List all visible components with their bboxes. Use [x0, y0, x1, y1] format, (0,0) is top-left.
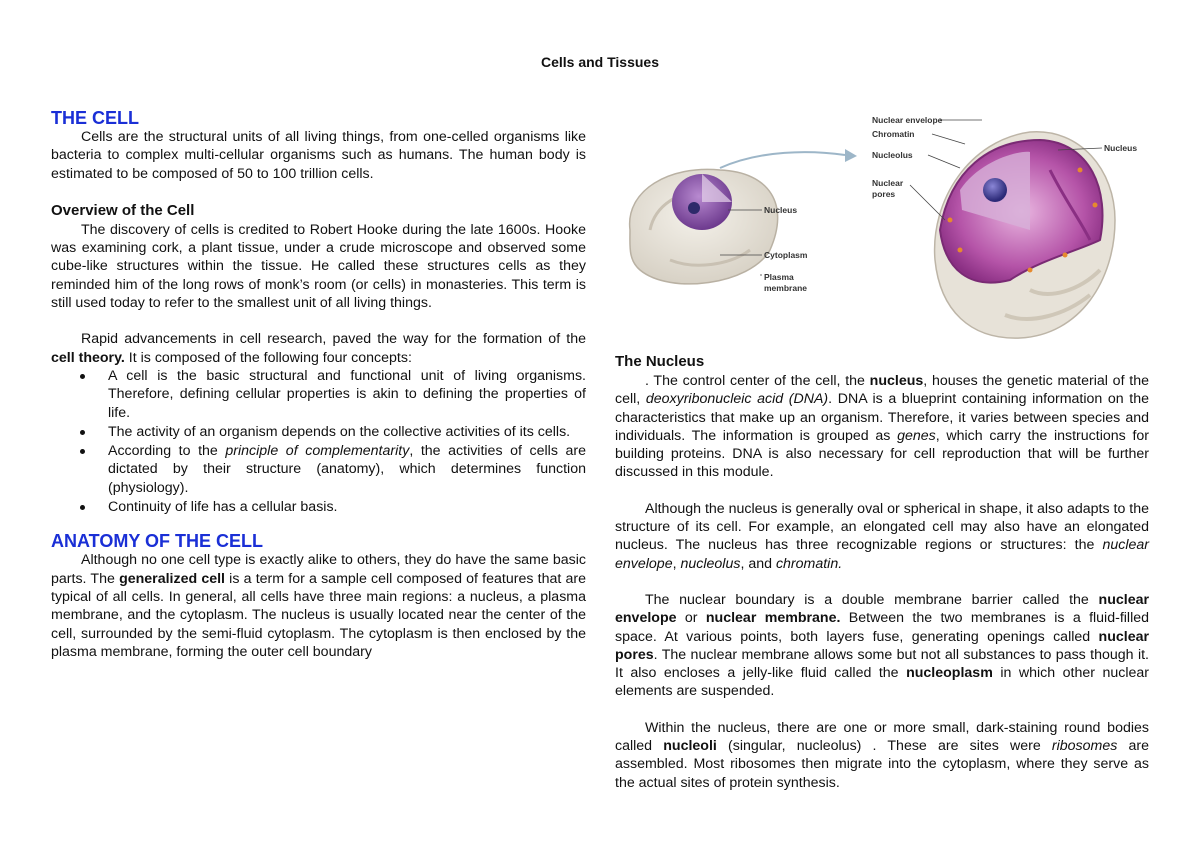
list-item: The activity of an organism depends on the collective activities of its cells. — [108, 423, 586, 441]
label-nucleus: Nucleus — [764, 205, 798, 215]
overview-heading: Overview of the Cell — [51, 201, 195, 219]
label-nuclear-pores-line2: pores — [872, 189, 896, 199]
cell-theory-list — [51, 367, 586, 516]
label-chromatin: Chromatin — [872, 129, 915, 139]
label-nucleus-right: Nucleus — [1104, 143, 1138, 153]
label-plasma-line2: membrane — [764, 283, 807, 293]
page-title: Cells and Tissues — [540, 54, 659, 70]
cell-diagram-figure — [610, 110, 1150, 346]
cell-heading: THE CELL — [51, 108, 139, 128]
anatomy-heading: ANATOMY OF THE CELL — [51, 531, 264, 552]
anatomy-text: Although no one cell type is exactly alike to others, they do have the same basic parts. The generalized cell is a term for a sample cell composed of features that are typical of all cells. In general, all cells have three main regions: a nucleus, a plasma membrane, and the cytoplasm. The nucleus is usually located near the center of the cell, surrounded by the semi-fluid cytoplasm. The cytoplasm is then enclosed by the plasma membrane, forming the outer cell boundary — [51, 552, 586, 660]
cell-intro: Cells are the structural units of all living things, from one-celled organisms like bacteria to complex multi-cellular organisms such as humans. The human body is estimated to be composed of 50 to 100 trillion cells. — [51, 129, 586, 182]
label-plasma-line1: Plasma — [764, 272, 794, 282]
nucleus-paragraph-4: Within the nucleus, there are one or more small, dark-staining round bodies called nucleoli (singular, nucleolus) . These are sites were ribosomes are assembled. Most ribosomes then migrate into the cytoplasm, where they serve as the actual sites of protein synthesis. — [615, 719, 1149, 791]
list-item: According to the principle of complementarity, the activities of cells are dictated by their structure (anatomy), which determines function (physiology). — [108, 443, 587, 496]
overview-text: The discovery of cells is credited to Robert Hooke during the late 1600s. Hooke was examining cork, a plant tissue, under a crude microscope and observed some cube-like structures within the tissue. He called these structures cells as they reminded him of the long rows of monk’s room (or cells) in monasteries. This term is still used today to refer to the smallest unit of all living things. — [51, 221, 586, 312]
generalized-cell-illustration — [630, 169, 778, 284]
label-nuclear-pores-line1: Nuclear — [872, 178, 904, 188]
list-item: Continuity of life has a cellular basis. — [108, 498, 586, 516]
right-column — [615, 352, 1149, 792]
nucleus-paragraph-1: . The control center of the cell, the nucleus, houses the genetic material of the cell, deoxyribonucleic acid (DNA). DNA is a blueprint containing information on the characteristics that make up an organism. Therefore, it varies between species and individuals. The information is grouped as genes, which carry the instructions for building proteins. DNA is also necessary for cell reproduction that will be further discussed in this module. — [615, 373, 1150, 481]
zoom-arrow — [720, 149, 857, 168]
left-column — [51, 108, 586, 661]
list-item: A cell is the basic structural and functional unit of living organisms. Therefore, defining cellular properties is akin to defining the properties of life. — [108, 367, 586, 421]
nucleus-cutaway-illustration — [935, 132, 1115, 338]
cell-theory-intro: Rapid advancements in cell research, paved the way for the formation of the cell theory. It is composed of the following four concepts: — [51, 331, 586, 366]
label-nucleolus: Nucleolus — [872, 150, 913, 160]
nucleus-paragraph-3: The nuclear boundary is a double membrane barrier called the nuclear envelope or nuclear membrane. Between the two membranes is a fluid-filled space. At various points, both layers fuse, generating openings called nuclear pores. The nuclear membrane allows some but not all substances to pass though it. It also encloses a jelly-like fluid called the nucleoplasm in which other nuclear elements are suspended. — [615, 591, 1150, 700]
label-nuclear-envelope: Nuclear envelope — [872, 115, 943, 125]
nucleus-heading: The Nucleus — [615, 353, 705, 370]
nucleus-paragraph-2: Although the nucleus is generally oval or spherical in shape, it also adapts to the structure of its cell. For example, an elongated cell may also have an elongated nucleus. The nucleus has three recognizable regions or structures: the nuclear envelope, nucleolus, and chromatin. — [615, 500, 1149, 572]
label-cytoplasm: Cytoplasm — [764, 250, 808, 260]
